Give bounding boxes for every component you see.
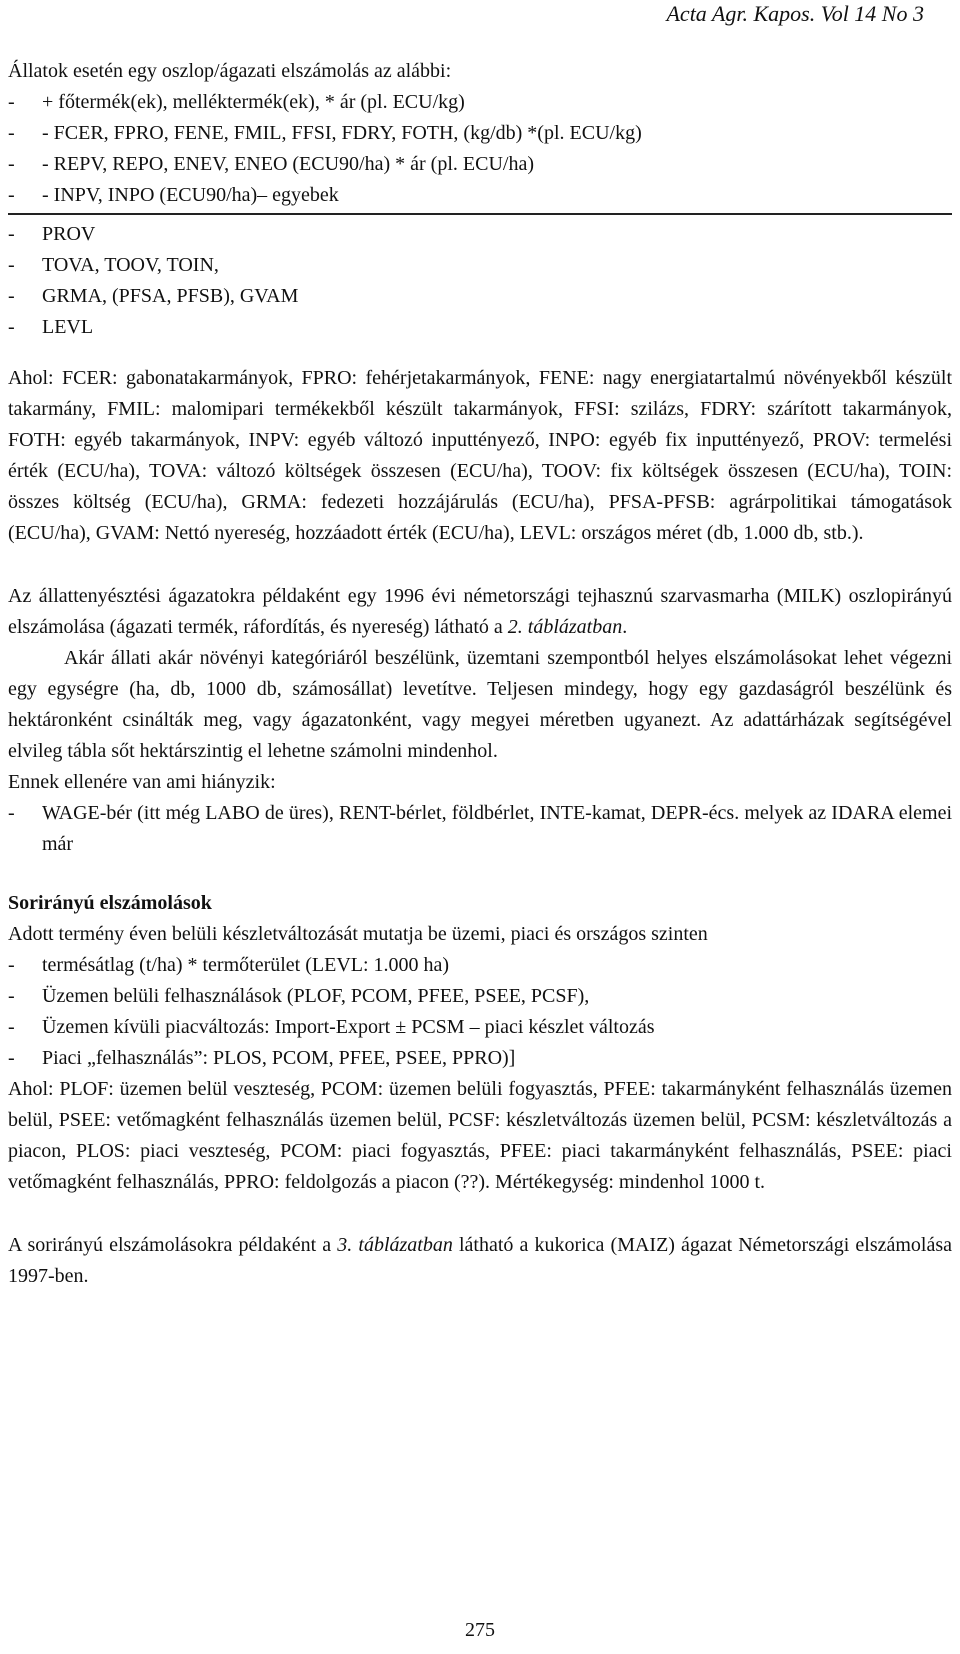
list-item-text: WAGE-bér (itt még LABO de üres), RENT-bérlet, földbérlet, INTE-kamat, DEPR-écs. melyek az IDARA elemei már — [42, 802, 952, 855]
list-item — [8, 149, 952, 180]
dash: - — [8, 254, 15, 276]
list-item — [8, 950, 952, 981]
list-item-text: - INPV, INPO (ECU90/ha)– egyebek — [42, 184, 339, 206]
spacer — [8, 1198, 952, 1230]
list-item-text: TOVA, TOOV, TOIN, — [42, 254, 219, 276]
dash: - — [8, 802, 15, 824]
list-item-text: Piaci „felhasználás”: PLOS, PCOM, PFEE, PSEE, PPRO)] — [42, 1047, 516, 1069]
dash: - — [8, 91, 15, 113]
list-item-text: LEVL — [42, 316, 94, 338]
dash: - — [8, 285, 15, 307]
definitions-paragraph: Ahol: FCER: gabonatakarmányok, FPRO: fehérjetakarmányok, FENE: nagy energiatartalmú növényekből készült takarmány, FMIL: malomipari termékekből készült takarmányok, FFSI: szilázs, FDRY: szárított takarmányok, FOTH: egyéb takarmányok, INPV: egyéb változó inputtényező, INPO: egyéb fix inputtényező, PROV: termelési érték (ECU/ha), TOVA: változó költségek összesen (ECU/ha), TOOV: fix költségek összesen (ECU/ha), TOIN: összes költség (ECU/ha), GRMA: fedezeti hozzájárulás (ECU/ha), PFSA-PFSB: agrárpolitikai támogatások (ECU/ha), GVAM: Nettó nyereség, hozzáadott érték (ECU/ha), LEVL: országos méret (db, 1.000 db, stb.). — [8, 367, 952, 544]
table-reference: 2. táblázatban — [507, 616, 623, 638]
dash: - — [8, 1047, 15, 1069]
list-item-text: termésátlag (t/ha) * termőterület (LEVL: 1.000 ha) — [42, 954, 450, 976]
list-item — [8, 312, 952, 343]
list-item — [8, 180, 952, 211]
page-number: 275 — [465, 1619, 495, 1641]
list-item — [8, 1012, 952, 1043]
body-paragraph: Ennek ellenére van ami hiányzik: — [8, 771, 276, 793]
dash: - — [8, 985, 15, 1007]
list-item-text: - FCER, FPRO, FENE, FMIL, FFSI, FDRY, FOTH, (kg/db) *(pl. ECU/kg) — [42, 122, 642, 144]
list-item — [8, 250, 952, 281]
list-item-text: - REPV, REPO, ENEV, ENEO (ECU90/ha) * ár (pl. ECU/ha) — [42, 153, 534, 175]
list-item-text: PROV — [42, 223, 96, 245]
maiz-example-paragraph — [8, 1230, 952, 1292]
list-item — [8, 798, 952, 860]
dash: - — [8, 153, 15, 175]
section-heading: Sorirányú elszámolások — [8, 892, 212, 914]
running-header: Acta Agr. Kapos. Vol 14 No 3 — [666, 1, 924, 26]
list-item-text: GRMA, (PFSA, PFSB), GVAM — [42, 285, 299, 307]
dash: - — [8, 184, 15, 206]
table-reference: 3. táblázatban — [337, 1234, 453, 1256]
text-run: Az állattenyésztési ágazatokra példaként egy 1996 évi németországi tejhasznú szarvasmarha (MILK) oszlopirányú elszámolása (ágazati termék, ráfordítás, és nyereség) látható a — [8, 585, 952, 638]
spacer — [8, 343, 952, 363]
milk-example-paragraph — [8, 581, 952, 643]
spacer — [8, 860, 952, 888]
dash: - — [8, 122, 15, 144]
spacer — [8, 549, 952, 581]
list-item-text: Üzemen kívüli piacváltozás: Import-Export ± PCSM – piaci készlet változás — [42, 1016, 655, 1038]
dash: - — [8, 954, 15, 976]
intro-line: Állatok esetén egy oszlop/ágazati elszámolás az alábbi: — [8, 60, 452, 82]
text-run: látható a kukorica (MAIZ) ágazat Németországi elszámolása 1997-ben. — [8, 1234, 953, 1287]
list-item — [8, 87, 952, 118]
list-item — [8, 1043, 952, 1074]
body-paragraph: Adott termény éven belüli készletváltozását mutatja be üzemi, piaci és országos szinten — [8, 923, 708, 945]
definitions-paragraph: Ahol: PLOF: üzemen belül veszteség, PCOM: üzemen belüli fogyasztás, PFEE: takarmányként felhasználás üzemen belül, PSEE: vetőmagként felhasználás üzemen belül, PCSF: készletváltozás üzemen belül, PCSM: készletváltozás a piacon, PLOS: piaci veszteség, PCOM: piaci fogyasztás, PFEE: piaci takarmányként felhasználás, PSEE: piaci vetőmagként felhasználás, PPRO: feldolgozás a piacon (??). Mértékegység: mindenhol 1000 t. — [8, 1078, 952, 1193]
page-body — [8, 56, 952, 1292]
dash: - — [8, 1016, 15, 1038]
list-item-text: Üzemen belüli felhasználások (PLOF, PCOM, PFEE, PSEE, PCSF), — [42, 985, 590, 1007]
dash: - — [8, 316, 15, 338]
text-run: . — [622, 616, 628, 638]
body-paragraph: Akár állati akár növényi kategóriáról beszélünk, üzemtani szempontból helyes elszámolásokat lehet végezni egy egységre (ha, db, 1000 db, számosállat) levetítve. Teljesen mindegy, hogy egy gazdaságról beszélünk és hektáronként csinálták meg, vagy ágazatonként, vagy megyei méretben ugyanezt. Az adattárházak segítségével elvileg tábla sőt hektárszintig el lehetne számolni mindenhol. — [8, 647, 952, 762]
list-item — [8, 281, 952, 312]
list-item-text: + főtermék(ek), melléktermék(ek), * ár (pl. ECU/kg) — [42, 91, 465, 113]
list-item — [8, 981, 952, 1012]
dash: - — [8, 223, 15, 245]
horizontal-rule — [8, 213, 952, 215]
list-item — [8, 118, 952, 149]
text-run: A sorirányú elszámolásokra példaként a — [8, 1234, 338, 1256]
list-item — [8, 219, 952, 250]
